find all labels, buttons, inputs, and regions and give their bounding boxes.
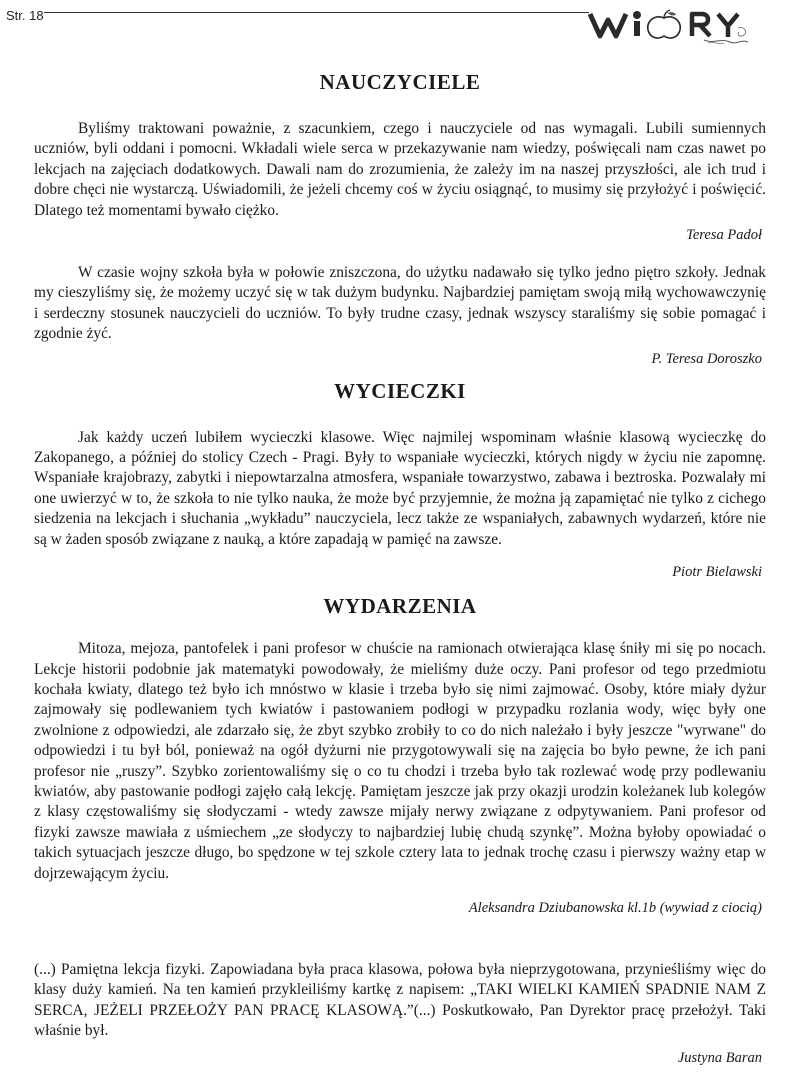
- section-title-wydarzenia: WYDARZENIA: [323, 594, 477, 619]
- paragraph: Jak każdy uczeń lubiłem wycieczki klasowe. Więc najmilej wspominam właśnie klasową wycieczkę do Zakopanego, a później do stolicy Czech - Pragi. Były to wspaniałe wycieczki, których nigdy w życiu nie zapomnę. Wspaniałe krajobrazy, zabytki i niepowtarzalna atmosfera, wspaniałe towarzystwo, zabawa i beztroska. Pozwalały mi one uwierzyć w to, że szkoła to nie tylko nauka, że może być przyjemnie, że można ją zapamiętać nie tylko z cichego siedzenia na lekcjach i słuchania „wykładu” nauczyciela, lecz także ze wspaniałych, zabawnych wydarzeń, które nie są w żaden sposób związane z nauką, a które zapadają w pamięć na zawsze.: [34, 428, 766, 548]
- author-signature: P. Teresa Doroszko: [651, 350, 762, 367]
- author-signature: Piotr Bielawski: [672, 564, 762, 581]
- author-signature: Teresa Padoł: [686, 227, 762, 244]
- paragraph: W czasie wojny szkoła była w połowie zniszczona, do użytku nadawało się tylko jedno piętro szkoły. Jednak my cieszyliśmy się, że możemy uczyć się w tak dużym budynku. Najbardziej pamiętam swoją miłą wychowawczynię i serdeczny stosunek nauczycieli do uczniów. To były trudne czasy, jednak wszyscy staraliśmy się sobie pomagać i zgodnie żyć.: [34, 264, 766, 343]
- section-title-wycieczki: WYCIECZKI: [334, 378, 466, 403]
- author-signature: Justyna Baran: [677, 1049, 762, 1066]
- wiory-logo: [588, 6, 788, 44]
- article-content: [34, 64, 766, 1068]
- page-number: Str. 18: [6, 8, 44, 23]
- paragraph: Mitoza, mejoza, pantofelek i pani profesor w chuście na ramionach otwierająca klasę śniły mi się po nocach. Lekcje historii podobnie jak matematyki powodowały, że mieliśmy duże oczy. Pani profesor od tego przedmiotu kochała kwiaty, dlatego też było ich mnóstwo w klasie i trzeba było się nimi zajmować. Osoby, które miały dyżur zajmowały się podlewaniem tych kwiatów i pastowaniem podłogi w przypadku rozlania wody, więc były one zwolnione z odpowiedzi, ale zdarzało się, że zbyt szybko zrobiły to co do nich należało i były jeszcze "wyrwane" do odpowiedzi i tu był ból, ponieważ na ogół dyżurni nie przygotowywali się na zajęcia bo było pewne, że ich pani profesor nie „ruszy”. Szybko zorientowaliśmy się o co tu chodzi i trzeba było tak rozlewać wodę przy podlewaniu kwiatów, aby pastowanie podłogi zajęło całą lekcję. Pamiętam jeszcze jak przy okazji urodzin koleżanek lub kolegów z klasy częstowaliśmy się słodyczami - wtedy zawsze mijały nerwy związane z odpytywaniem. Pani profesor od fizyki zawsze mawiała z uśmiechem „ze słodyczy to najbardziej lubię chudą szynkę”. Można byłoby opowiadać o takich sytuacjach jeszcze długo, bo spędzone w tej szkole cztery lata to jednak trochę czasu i pierwszy ważny etap w dojrzewającym życiu.: [34, 640, 766, 882]
- section-title-nauczyciele: NAUCZYCIELE: [319, 70, 481, 94]
- paragraph: (...) Pamiętna lekcja fizyki. Zapowiadana była praca klasowa, połowa była nieprzygotowana, przynieśliśmy więc do klasy duży kamień. Na ten kamień przykleiliśmy kartkę z napisem: „TAKI WIELKI KAMIEŃ SPADNIE NAM Z SERCA, JEŻELI PRZEŁOŻY PAN PRACĘ KLASOWĄ.”(...) Poskutkowało, Pan Dyrektor pracę przełożył. Taki właśnie był.: [34, 960, 766, 1040]
- header-rule: [44, 12, 589, 13]
- paragraph: Byliśmy traktowani poważnie, z szacunkiem, czego i nauczyciele od nas wymagali. Lubili sumiennych uczniów, byli oddani i pomocni. Wkładali wiele serca w przekazywanie nam wiedzy, poświęcali nam czas nawet po lekcjach na zajęciach dodatkowych. Dawali nam do zrozumienia, że zależy im na naszej przyszłości, ale ich trud i dobre chęci nie wystarczą. Uświadomili, że jeżeli chcemy coś w życiu osiągnąć, to musimy się przyłożyć i poświęcić. Dlatego też momentami bywało ciężko.: [34, 120, 766, 219]
- author-signature: Aleksandra Dziubanowska kl.1b (wywiad z ciocią): [468, 899, 762, 916]
